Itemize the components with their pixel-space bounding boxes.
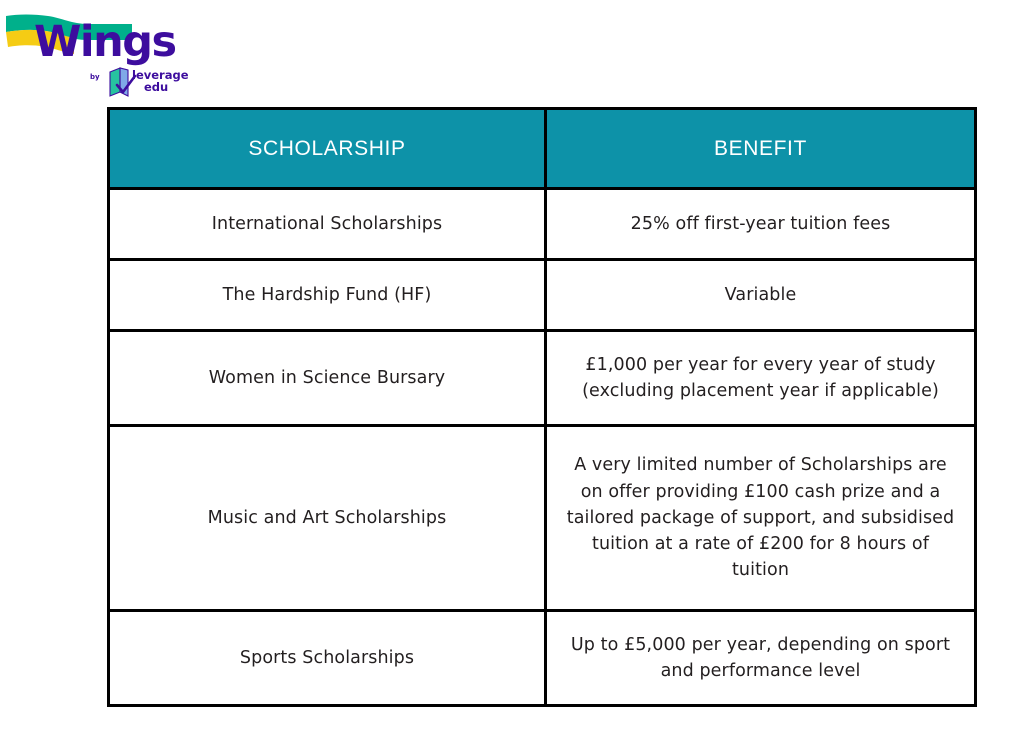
edu-label: edu [144,80,169,94]
benefit-text: Variable [724,284,797,305]
scholarship-name: International Scholarships [211,213,443,234]
benefit-text: A very limited number of Scholarships are on offer providing £100 cash prize and a tailored package of support, and subsidised tuition at a rate of £200 for 8 hours of tuition [566,455,955,581]
scholarship-table [107,107,977,707]
scholarship-table-container [107,107,974,707]
scholarship-name: Music and Art Scholarships [207,507,447,528]
cell-benefit [546,426,976,611]
scholarship-name: The Hardship Fund (HF) [222,284,432,305]
cell-benefit [546,611,976,706]
benefit-text: 25% off first-year tuition fees [630,213,891,234]
cell-scholarship [109,189,546,260]
wings-logo [4,6,194,102]
table-row [109,260,976,331]
cell-scholarship [109,260,546,331]
by-label: by [90,73,100,81]
cell-benefit [546,189,976,260]
table-body [109,189,976,706]
table-row [109,331,976,426]
table-header [109,109,976,189]
table-row [109,189,976,260]
leverage-label: leverage [132,68,189,82]
wings-wordmark: Wings [34,17,176,67]
header-cell-benefit: BENEFIT [546,109,976,189]
cell-benefit [546,331,976,426]
cell-scholarship [109,426,546,611]
scholarship-name: Women in Science Bursary [208,367,446,388]
table-header-row [109,109,976,189]
benefit-text: £1,000 per year for every year of study (excluding placement year if applicable) [582,354,939,401]
cell-benefit [546,260,976,331]
header-cell-scholarship: SCHOLARSHIP [109,109,546,189]
benefit-text: Up to £5,000 per year, depending on sport and performance level [570,634,951,681]
cell-scholarship [109,611,546,706]
scholarship-name: Sports Scholarships [239,647,415,668]
table-row [109,426,976,611]
cell-scholarship [109,331,546,426]
table-row [109,611,976,706]
